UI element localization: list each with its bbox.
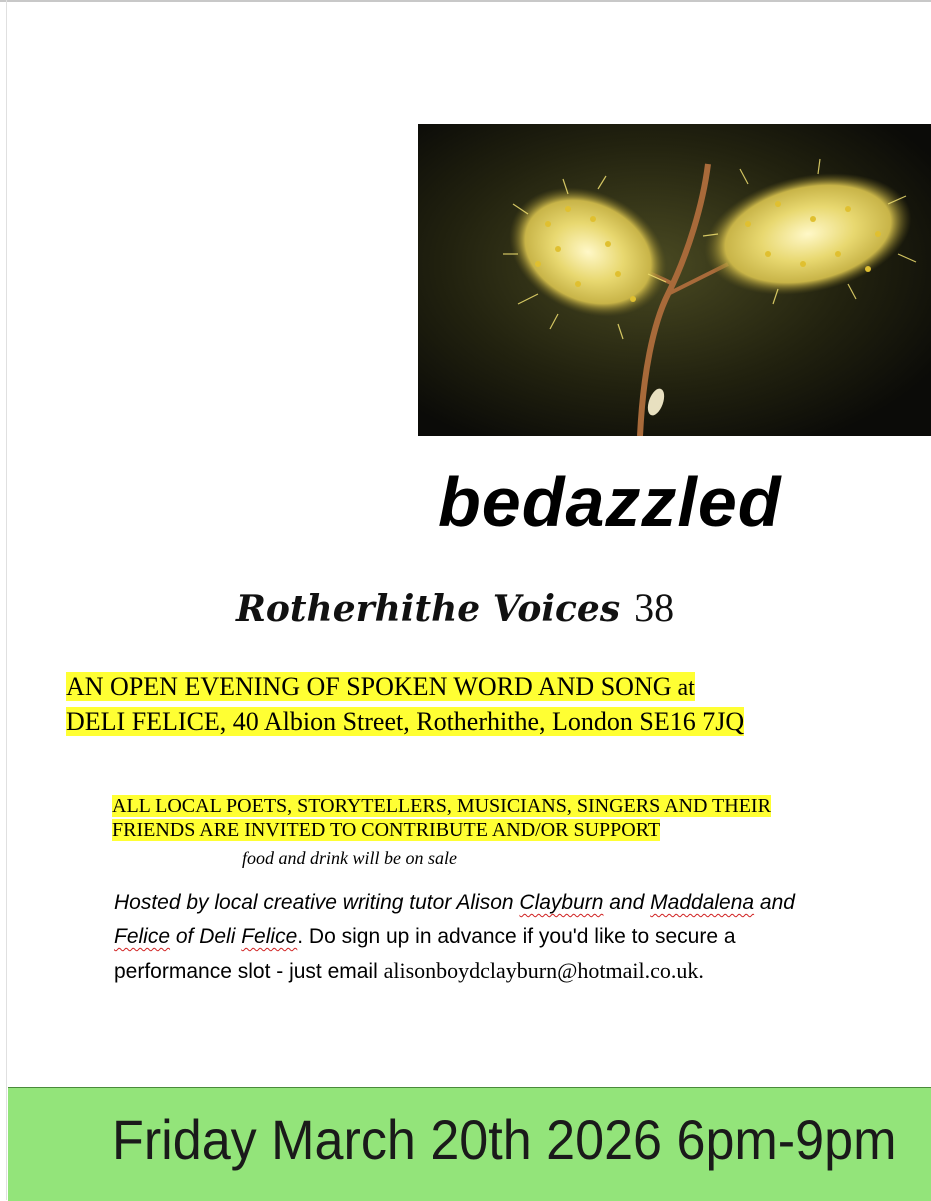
host-details: Hosted by local creative writing tutor Alison Clayburn and Maddalena and Felice of Deli Felice. Do sign up in advance if you'd like to secure a performance slot - just email alisonboydclayburn@hotmail.co.uk. (114, 891, 795, 983)
page-left-border (6, 0, 7, 1200)
series-subtitle (236, 578, 674, 639)
venue-address: DELI FELICE, 40 Albion Street, Rotherhithe, London SE16 7JQ (66, 707, 745, 736)
food-note: food and drink will be on sale (242, 848, 457, 868)
event-title: bedazzled (438, 463, 782, 541)
open-evening-line1: AN OPEN EVENING OF SPOKEN WORD AND SONG at (66, 672, 695, 701)
series-number: 38 (634, 585, 675, 630)
invite-line2: FRIENDS ARE INVITED TO CONTRIBUTE AND/OR SUPPORT (112, 819, 661, 841)
contact-email: alisonboydclayburn@hotmail.co.uk. (383, 958, 704, 983)
page-top-border (0, 0, 931, 2)
event-date-time: Friday March 20th 2026 6pm-9pm (112, 1108, 897, 1171)
invite-line1: ALL LOCAL POETS, STORYTELLERS, MUSICIANS, SINGERS AND THEIR (112, 795, 771, 817)
series-name: Rotherhithe Voices (236, 588, 621, 630)
open-evening-block (66, 670, 896, 739)
date-banner (8, 1087, 931, 1201)
pussy-willow-photo (418, 124, 931, 436)
invitation-block (112, 794, 892, 842)
